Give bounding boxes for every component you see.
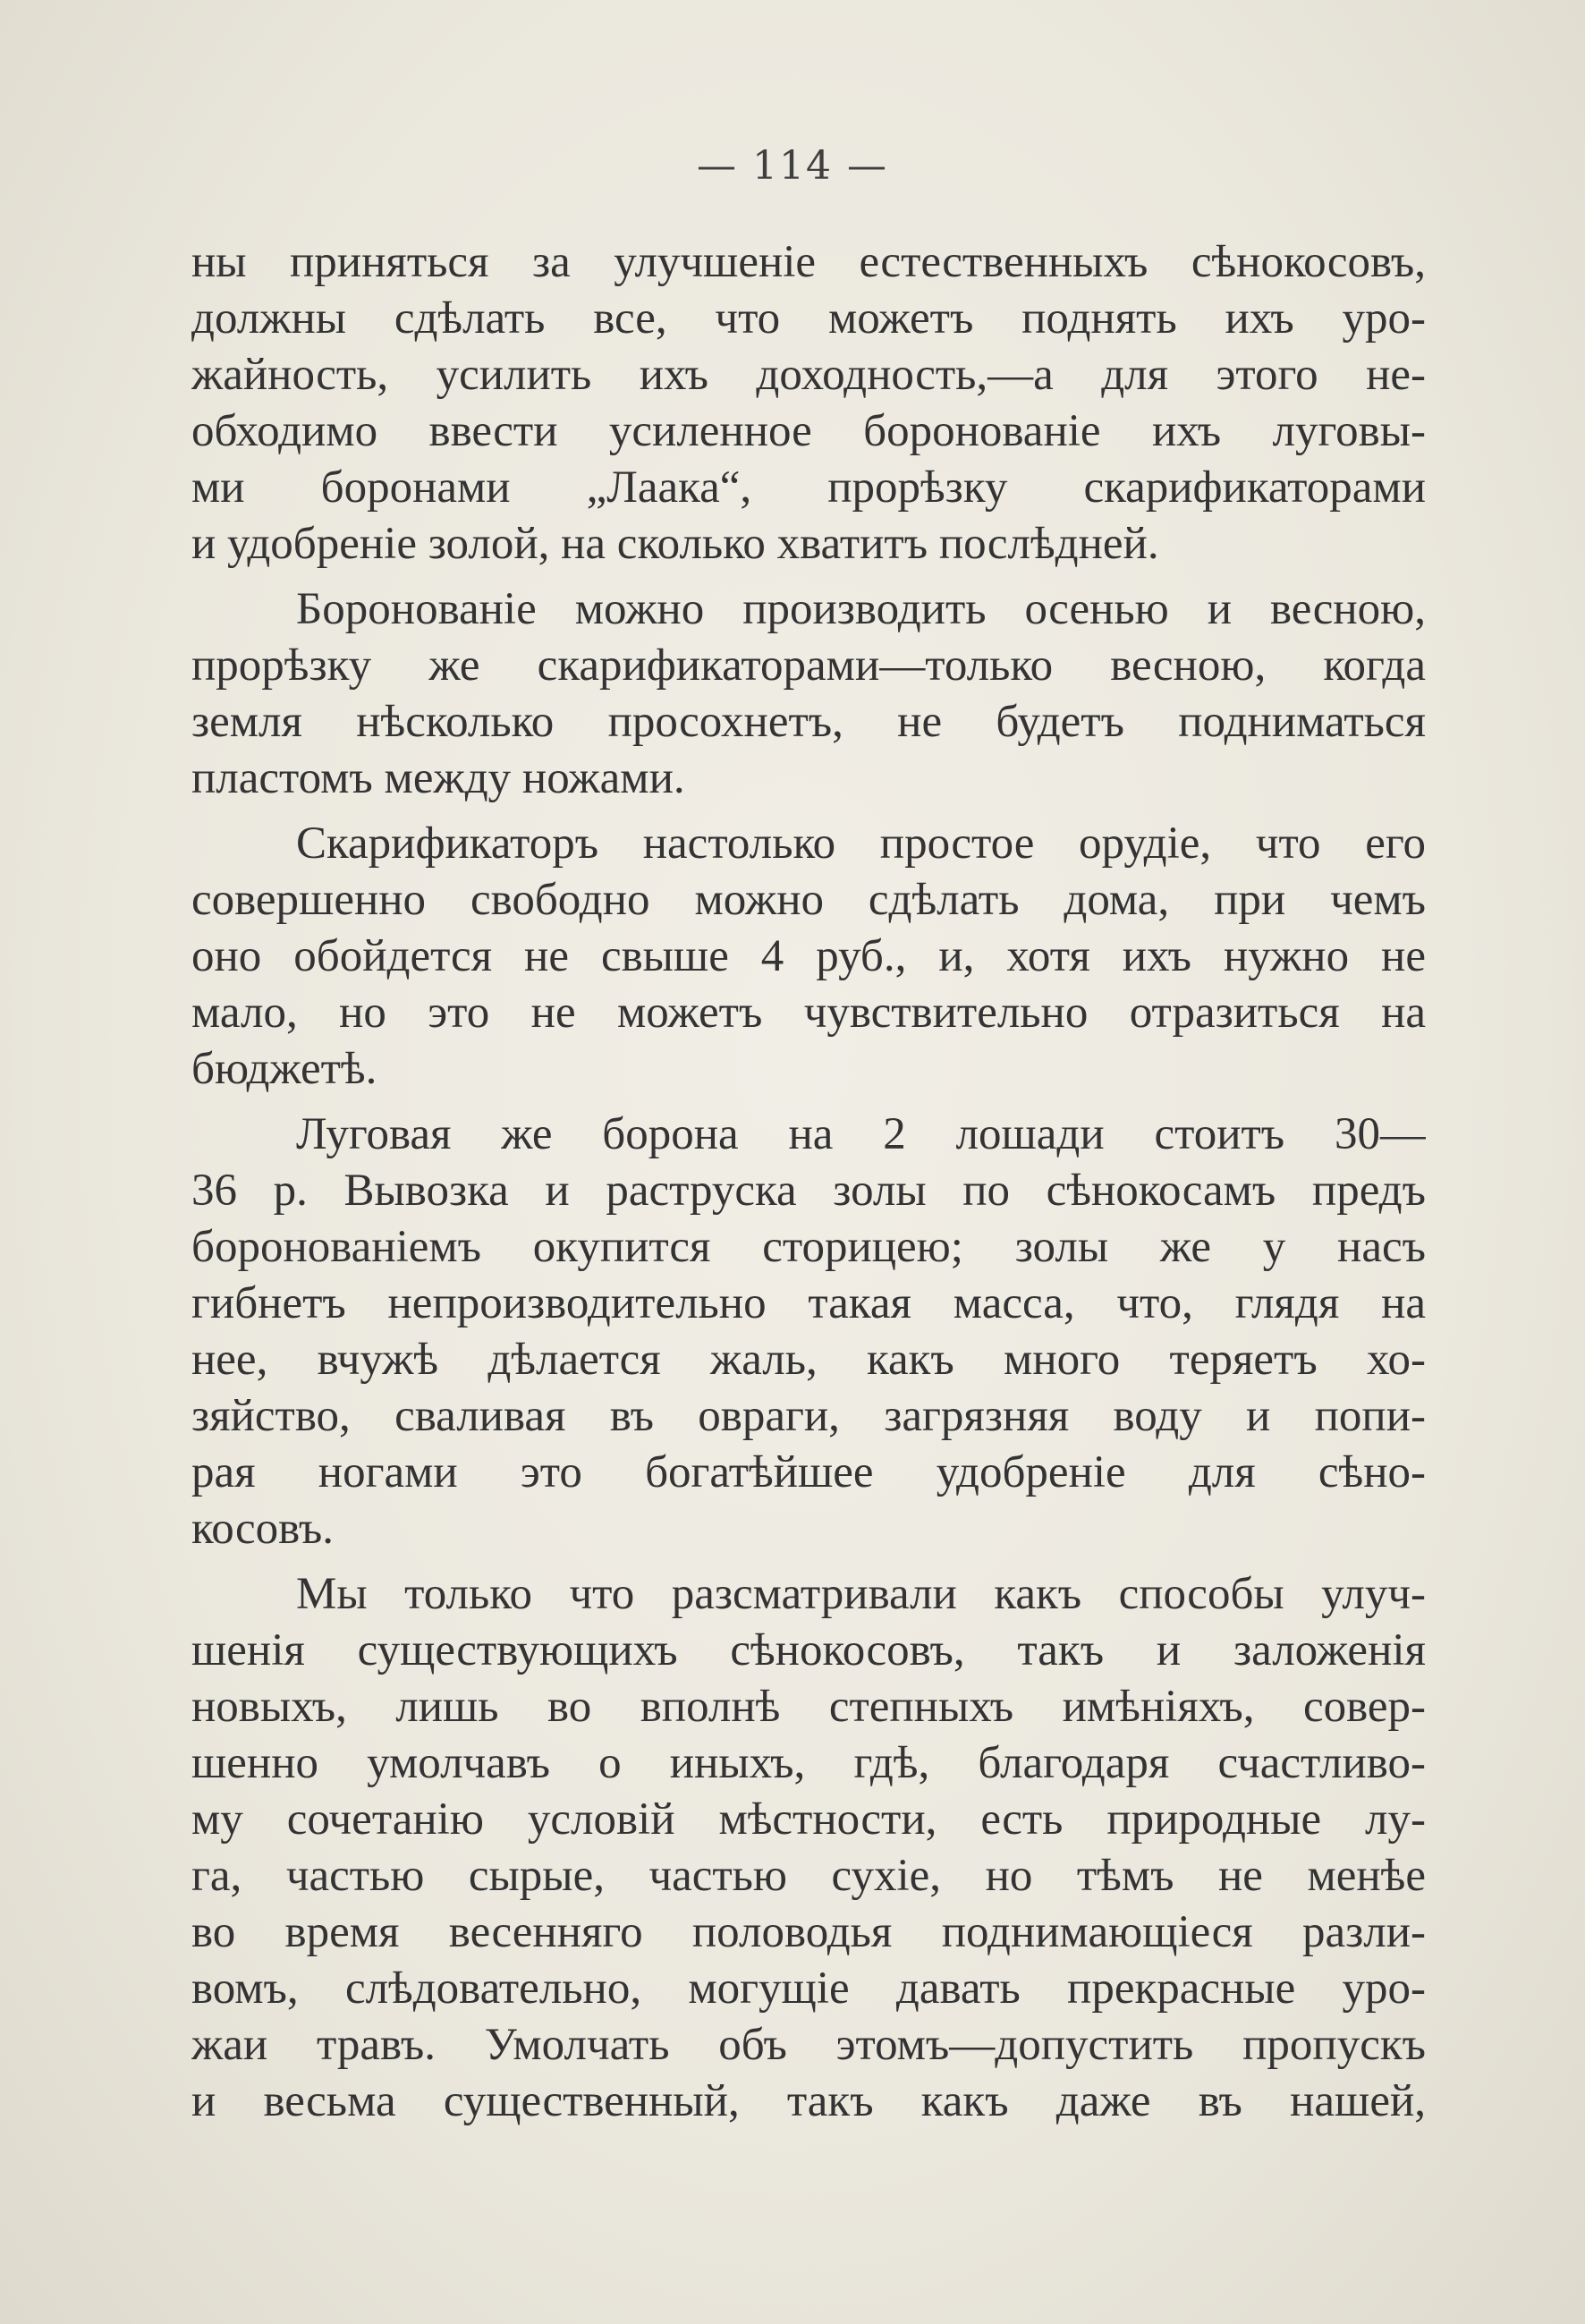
- text-line: мало, но это не можетъ чувствительно отразиться на: [191, 988, 1426, 1038]
- text-line: шенно умолчавъ о иныхъ, гдѣ, благодаря счастливо-: [191, 1738, 1426, 1788]
- text-line: шенія существующихъ сѣнокосовъ, такъ и заложенія: [191, 1625, 1426, 1675]
- text-line: зяйство, сваливая въ овраги, загрязняя воду и попи-: [191, 1391, 1426, 1441]
- text-line: совершенно свободно можно сдѣлать дома, при чемъ: [191, 875, 1426, 925]
- text-line: гибнетъ непроизводительно такая масса, что, глядя на: [191, 1278, 1426, 1328]
- text-line: прорѣзку же скарификаторами—только весною, когда: [191, 640, 1426, 691]
- text-line: га, частью сырые, частью сухіе, но тѣмъ не менѣе: [191, 1851, 1426, 1901]
- text-line: вомъ, слѣдовательно, могущіе давать прекрасные уро-: [191, 1964, 1426, 2014]
- text-line: Мы только что разсматривали какъ способы улуч-: [296, 1569, 1426, 1619]
- text-line: обходимо ввести усиленное боронованіе ихъ луговы-: [191, 406, 1426, 456]
- text-line: ны приняться за улучшеніе естественныхъ сѣнокосовъ,: [191, 237, 1426, 287]
- text-line: и удобреніе золой, на сколько хватитъ послѣдней.: [191, 519, 1159, 569]
- text-line: бюджетѣ.: [191, 1044, 377, 1094]
- text-line: му сочетанію условій мѣстности, есть природные лу-: [191, 1794, 1426, 1845]
- text-line: жайность, усилить ихъ доходность,—а для этого не-: [191, 350, 1426, 400]
- text-line: должны сдѣлать все, что можетъ поднять ихъ уро-: [191, 293, 1426, 344]
- text-line: и весьма существенный, такъ какъ даже въ нашей,: [191, 2076, 1426, 2126]
- text-line: во время весенняго половодья поднимающіеся разли-: [191, 1907, 1426, 1957]
- text-line: жаи травъ. Умолчать объ этомъ—допустить пропускъ: [191, 2020, 1426, 2070]
- text-line: рая ногами это богатѣйшее удобреніе для сѣно-: [191, 1447, 1426, 1497]
- text-line: Боронованіе можно производить осенью и весною,: [296, 584, 1426, 634]
- text-line: Луговая же борона на 2 лошади стоитъ 30—: [296, 1109, 1426, 1159]
- text-line: земля нѣсколько просохнетъ, не будетъ подниматься: [191, 697, 1426, 747]
- text-line: ми боронами „Лаака“, прорѣзку скарификаторами: [191, 462, 1426, 513]
- text-line: Скарификаторъ настолько простое орудіе, что его: [296, 818, 1426, 869]
- text-line: косовъ.: [191, 1504, 335, 1554]
- text-line: оно обойдется не свыше 4 руб., и, хотя ихъ нужно не: [191, 931, 1426, 981]
- text-line: 36 р. Вывозка и раструска золы по сѣнокосамъ предъ: [191, 1166, 1426, 1216]
- text-line: боронованіемъ окупится сторицею; золы же у насъ: [191, 1222, 1426, 1272]
- text-line: пластомъ между ножами.: [191, 753, 685, 803]
- body-text: [191, 234, 1426, 2130]
- page-number: — 114 —: [697, 143, 888, 189]
- text-line: новыхъ, лишь во вполнѣ степныхъ имѣніяхъ, совер-: [191, 1682, 1426, 1732]
- text-line: нее, вчужѣ дѣлается жаль, какъ много теряетъ хо-: [191, 1335, 1426, 1385]
